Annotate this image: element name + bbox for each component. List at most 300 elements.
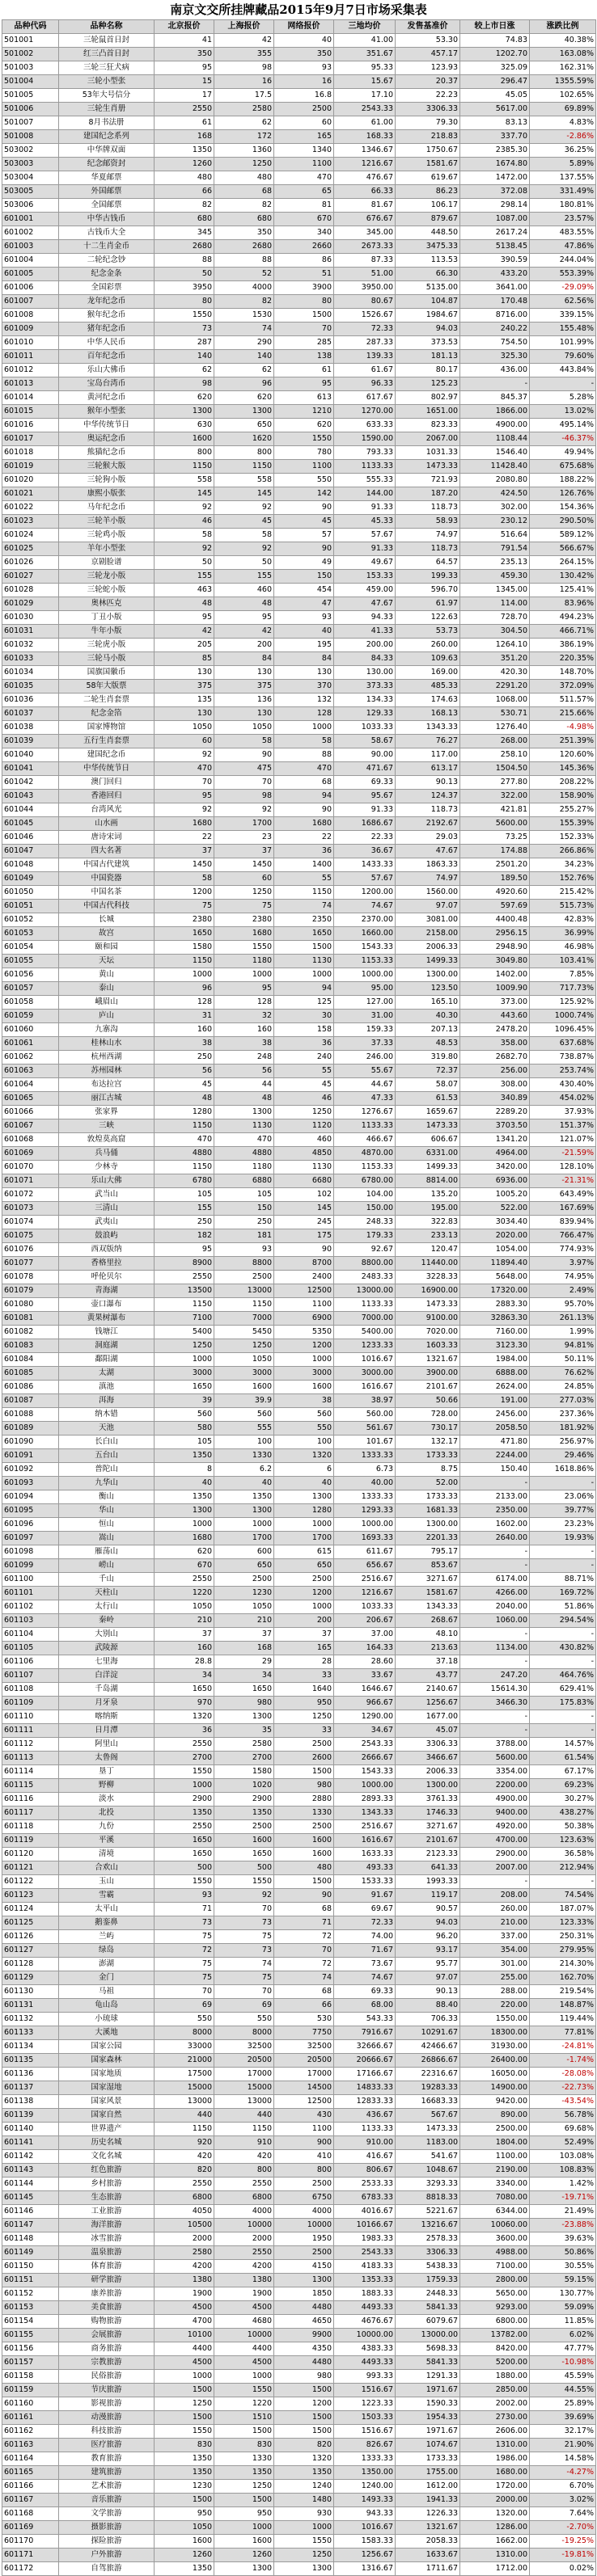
shanghai-price-cell: 40 <box>214 1477 274 1490</box>
code-cell: 601060 <box>2 1023 59 1037</box>
beijing-price-cell: 820 <box>155 2164 214 2178</box>
change-ratio-cell: 279.95% <box>530 1944 596 1958</box>
base-price-cell: 795.17 <box>396 1545 460 1559</box>
online-price-cell: 33 <box>274 1724 334 1738</box>
base-price-cell: 119.17 <box>396 1889 460 1903</box>
beijing-price-cell: 8900 <box>155 1257 214 1271</box>
average-price-cell: 373.33 <box>334 680 396 694</box>
shanghai-price-cell: 20500 <box>214 2054 274 2068</box>
table-row <box>2 1807 596 1820</box>
listing-rise-cell: 754.50 <box>460 336 530 350</box>
shanghai-price-cell: 1700 <box>214 817 274 831</box>
average-price-cell: 493.33 <box>334 1861 396 1875</box>
beijing-price-cell: 21000 <box>155 2054 214 2068</box>
average-price-cell: 92.67 <box>334 1243 396 1257</box>
base-price-cell: 1755.00 <box>396 2466 460 2480</box>
shanghai-price-cell: 32500 <box>214 2040 274 2054</box>
table-row <box>2 1284 596 1298</box>
table-row <box>2 48 596 61</box>
base-price-cell: 10291.67 <box>396 2026 460 2040</box>
table-row <box>2 2356 596 2370</box>
change-ratio-cell: 167.69% <box>530 1202 596 1216</box>
change-ratio-cell: 1.42% <box>530 2178 596 2191</box>
name-cell: 九份 <box>59 1820 155 1834</box>
code-cell: 601134 <box>2 2040 59 2054</box>
beijing-price-cell: 105 <box>155 1188 214 1202</box>
listing-rise-cell: 256.00 <box>460 1065 530 1078</box>
shanghai-price-cell: 92 <box>214 542 274 556</box>
listing-rise-cell: 354.00 <box>460 1944 530 1958</box>
table-row <box>2 2246 596 2260</box>
shanghai-price-cell: 650 <box>214 419 274 432</box>
table-row <box>2 1793 596 1807</box>
name-cell: 8月书法册 <box>59 116 155 130</box>
base-price-cell: 1300.00 <box>396 968 460 982</box>
name-cell: 影视旅游 <box>59 2397 155 2411</box>
beijing-price-cell: 15000 <box>155 2081 214 2095</box>
average-price-cell: 248.33 <box>334 1216 396 1229</box>
beijing-price-cell: 1450 <box>155 858 214 872</box>
change-ratio-cell: 152.33% <box>530 831 596 845</box>
base-price-cell: 1954.33 <box>396 2411 460 2425</box>
listing-rise-cell: 443.60 <box>460 1010 530 1023</box>
shanghai-price-cell: 4400 <box>214 2342 274 2356</box>
online-price-cell: 55 <box>274 872 334 886</box>
base-price-cell: 118.73 <box>396 501 460 515</box>
base-price-cell: 1971.67 <box>396 2384 460 2397</box>
column-header: 品种代码 <box>2 20 59 34</box>
beijing-price-cell: 66 <box>155 185 214 199</box>
name-cell: 58年大版票 <box>59 680 155 694</box>
change-ratio-cell: 253.74% <box>530 1065 596 1078</box>
listing-rise-cell: 17320.00 <box>460 1284 530 1298</box>
base-price-cell: 40.30 <box>396 1010 460 1023</box>
online-price-cell: 1330 <box>274 1807 334 1820</box>
shanghai-price-cell: 1330 <box>214 1449 274 1463</box>
listing-rise-cell: 302.00 <box>460 501 530 515</box>
listing-rise-cell: 240.22 <box>460 323 530 336</box>
shanghai-price-cell: 355 <box>214 48 274 61</box>
code-cell: 601045 <box>2 817 59 831</box>
code-cell: 601094 <box>2 1490 59 1504</box>
listing-rise-cell: 6344.00 <box>460 2205 530 2219</box>
change-ratio-cell: -19.71% <box>530 2191 596 2205</box>
shanghai-price-cell: 1180 <box>214 1161 274 1174</box>
online-price-cell: 980 <box>274 1779 334 1793</box>
code-cell: 601109 <box>2 1697 59 1710</box>
average-price-cell: 2483.33 <box>334 1271 396 1284</box>
beijing-price-cell: 1150 <box>155 460 214 474</box>
code-cell: 601132 <box>2 2013 59 2026</box>
average-price-cell: 246.00 <box>334 1051 396 1065</box>
table-row <box>2 323 596 336</box>
change-ratio-cell: 148.87% <box>530 1999 596 2013</box>
online-price-cell: 142 <box>274 487 334 501</box>
beijing-price-cell: 160 <box>155 1023 214 1037</box>
base-price-cell: 61.53 <box>396 1092 460 1106</box>
average-price-cell: 1133.33 <box>334 1119 396 1133</box>
code-cell: 601017 <box>2 432 59 446</box>
average-price-cell: 476.67 <box>334 171 396 185</box>
beijing-price-cell: 1300 <box>155 405 214 419</box>
table-row <box>2 1023 596 1037</box>
beijing-price-cell: 1650 <box>155 1683 214 1697</box>
table-row <box>2 364 596 377</box>
shanghai-price-cell: 6.2 <box>214 1463 274 1477</box>
listing-rise-cell: 288.00 <box>460 1985 530 1999</box>
change-ratio-cell: 121.07% <box>530 1133 596 1147</box>
average-price-cell: 90.00 <box>334 748 396 762</box>
online-price-cell: 930 <box>274 2507 334 2521</box>
table-row <box>2 927 596 941</box>
name-cell: 五台山 <box>59 1449 155 1463</box>
table-row <box>2 460 596 474</box>
code-cell: 601083 <box>2 1339 59 1353</box>
shanghai-price-cell: 168 <box>214 1642 274 1655</box>
average-price-cell: 91.67 <box>334 1889 396 1903</box>
table-row <box>2 845 596 858</box>
average-price-cell: 74.67 <box>334 900 396 913</box>
table-row <box>2 2219 596 2232</box>
online-price-cell: 81 <box>274 199 334 213</box>
listing-rise-cell: 3420.00 <box>460 1161 530 1174</box>
code-cell: 601111 <box>2 1724 59 1738</box>
listing-rise-cell: 2501.20 <box>460 858 530 872</box>
average-price-cell: 134.33 <box>334 694 396 707</box>
beijing-price-cell: 1200 <box>155 886 214 900</box>
listing-rise-cell: 1402.00 <box>460 968 530 982</box>
listing-rise-cell: 5200.00 <box>460 2356 530 2370</box>
listing-rise-cell: 4988.00 <box>460 2246 530 2260</box>
online-price-cell: 1500 <box>274 1875 334 1889</box>
code-cell: 601015 <box>2 405 59 419</box>
average-price-cell: 351.67 <box>334 48 396 61</box>
beijing-price-cell: 50 <box>155 556 214 570</box>
online-price-cell: 7750 <box>274 2026 334 2040</box>
base-price-cell: 3900.00 <box>396 1367 460 1381</box>
name-cell: 53年大号信分 <box>59 89 155 103</box>
shanghai-price-cell: 1300 <box>214 1710 274 1724</box>
base-price-cell: 11440.00 <box>396 1257 460 1271</box>
base-price-cell: 72.37 <box>396 1065 460 1078</box>
listing-rise-cell: - <box>460 1724 530 1738</box>
listing-rise-cell: 2730.00 <box>460 2411 530 2425</box>
code-cell: 601058 <box>2 996 59 1010</box>
change-ratio-cell: 155.48% <box>530 323 596 336</box>
online-price-cell: 158 <box>274 1023 334 1037</box>
name-cell: 商务旅游 <box>59 2342 155 2356</box>
listing-rise-cell: 3354.00 <box>460 1765 530 1779</box>
base-price-cell: 1256.67 <box>396 1697 460 1710</box>
name-cell: 猴年纪念币 <box>59 309 155 323</box>
table-row <box>2 2164 596 2178</box>
shanghai-price-cell: 2580 <box>214 1738 274 1752</box>
shanghai-price-cell: 200 <box>214 639 274 652</box>
average-price-cell: 95.67 <box>334 790 396 803</box>
change-ratio-cell: 123.33% <box>530 1916 596 1930</box>
base-price-cell: 1941.33 <box>396 2494 460 2507</box>
table-row <box>2 515 596 529</box>
online-price-cell: 200 <box>274 1614 334 1628</box>
shanghai-price-cell: 130 <box>214 707 274 721</box>
table-row <box>2 735 596 748</box>
table-row <box>2 1642 596 1655</box>
code-cell: 601050 <box>2 886 59 900</box>
online-price-cell: 1320 <box>274 2452 334 2466</box>
online-price-cell: 1340 <box>274 144 334 158</box>
name-cell: 壶口瀑布 <box>59 1298 155 1312</box>
table-row <box>2 1326 596 1339</box>
listing-rise-cell: 13782.00 <box>460 2329 530 2342</box>
column-header: 品种名称 <box>59 20 155 34</box>
listing-rise-cell: 26400.00 <box>460 2054 530 2068</box>
listing-rise-cell: 2080.80 <box>460 474 530 487</box>
shanghai-price-cell: 128 <box>214 996 274 1010</box>
name-cell: 纪念邮资封 <box>59 158 155 171</box>
listing-rise-cell: 1310.00 <box>460 2549 530 2562</box>
listing-rise-cell: 522.00 <box>460 1202 530 1216</box>
online-price-cell: 470 <box>274 171 334 185</box>
table-row <box>2 185 596 199</box>
shanghai-price-cell: 1250 <box>214 2480 274 2494</box>
shanghai-price-cell: 95 <box>214 611 274 625</box>
name-cell: 文化名城 <box>59 2150 155 2164</box>
beijing-price-cell: 2680 <box>155 240 214 254</box>
online-price-cell: 12500 <box>274 2095 334 2109</box>
name-cell: 三轮羊小版 <box>59 515 155 529</box>
online-price-cell: 1100 <box>274 1298 334 1312</box>
table-row <box>2 1202 596 1216</box>
online-price-cell: 2500 <box>274 1573 334 1587</box>
average-price-cell: 2893.33 <box>334 1793 396 1807</box>
shanghai-price-cell: 4680 <box>214 2315 274 2329</box>
online-price-cell: 3900 <box>274 281 334 295</box>
change-ratio-cell: - <box>530 377 596 391</box>
name-cell: 崂山 <box>59 1559 155 1573</box>
online-price-cell: 1480 <box>274 2494 334 2507</box>
code-cell: 601056 <box>2 968 59 982</box>
beijing-price-cell: 48 <box>155 597 214 611</box>
name-cell: 武陵源 <box>59 1642 155 1655</box>
listing-rise-cell: 5650.00 <box>460 2287 530 2301</box>
beijing-price-cell: 71 <box>155 1903 214 1916</box>
code-cell: 601077 <box>2 1257 59 1271</box>
change-ratio-cell: 766.47% <box>530 1229 596 1243</box>
code-cell: 601070 <box>2 1161 59 1174</box>
name-cell: 垦丁 <box>59 1765 155 1779</box>
beijing-price-cell: 28.8 <box>155 1655 214 1669</box>
change-ratio-cell: 181.92% <box>530 1422 596 1436</box>
change-ratio-cell: 50.38% <box>530 1820 596 1834</box>
base-price-cell: 3081.00 <box>396 913 460 927</box>
change-ratio-cell: 430.40% <box>530 1078 596 1092</box>
average-price-cell: 1293.33 <box>334 1504 396 1518</box>
change-ratio-cell: -19.25% <box>530 2535 596 2549</box>
table-row <box>2 1655 596 1669</box>
code-cell: 601138 <box>2 2095 59 2109</box>
beijing-price-cell: 95 <box>155 790 214 803</box>
listing-rise-cell: 433.20 <box>460 268 530 281</box>
shanghai-price-cell: 96 <box>214 377 274 391</box>
listing-rise-cell: - <box>460 1477 530 1490</box>
change-ratio-cell: 32.17% <box>530 2425 596 2439</box>
beijing-price-cell: 2550 <box>155 2178 214 2191</box>
code-cell: 501001 <box>2 34 59 48</box>
name-cell: 香港回归 <box>59 790 155 803</box>
table-row <box>2 1779 596 1793</box>
change-ratio-cell: 45.59% <box>530 2370 596 2384</box>
beijing-price-cell: 42 <box>155 625 214 639</box>
shanghai-price-cell: 136 <box>214 694 274 707</box>
base-price-cell: 728.00 <box>396 1408 460 1422</box>
name-cell: 澎湖 <box>59 1958 155 1971</box>
average-price-cell: 91.33 <box>334 542 396 556</box>
base-price-cell: 13000.00 <box>396 2329 460 2342</box>
change-ratio-cell: 30.55% <box>530 2260 596 2274</box>
table-row <box>2 1381 596 1394</box>
beijing-price-cell: 205 <box>155 639 214 652</box>
name-cell: 台湾风光 <box>59 803 155 817</box>
change-ratio-cell: 6.70% <box>530 2480 596 2494</box>
beijing-price-cell: 1150 <box>155 2123 214 2136</box>
shanghai-price-cell: 60 <box>214 872 274 886</box>
listing-rise-cell: 4700.00 <box>460 1834 530 1848</box>
name-cell: 三轮狗小版 <box>59 474 155 487</box>
change-ratio-cell: 839.94% <box>530 1216 596 1229</box>
name-cell: 呼伦贝尔 <box>59 1271 155 1284</box>
name-cell: 中国古代建筑 <box>59 858 155 872</box>
name-cell: 国家森林 <box>59 2054 155 2068</box>
change-ratio-cell: 14.58% <box>530 2452 596 2466</box>
beijing-price-cell: 375 <box>155 680 214 694</box>
shanghai-price-cell: 290 <box>214 336 274 350</box>
code-cell: 601105 <box>2 1642 59 1655</box>
listing-rise-cell: 2500.00 <box>460 2123 530 2136</box>
change-ratio-cell: - <box>530 1545 596 1559</box>
listing-rise-cell: 1100.00 <box>460 2150 530 2164</box>
table-row <box>2 1600 596 1614</box>
table-row <box>2 996 596 1010</box>
beijing-price-cell: 3950 <box>155 281 214 295</box>
listing-rise-cell: 73.25 <box>460 831 530 845</box>
online-price-cell: 6750 <box>274 2191 334 2205</box>
shanghai-price-cell: 5450 <box>214 1326 274 1339</box>
shanghai-price-cell: 34 <box>214 1669 274 1683</box>
beijing-price-cell: 130 <box>155 666 214 680</box>
online-price-cell: 45 <box>274 515 334 529</box>
shanghai-price-cell: 1050 <box>214 1600 274 1614</box>
table-row <box>2 1944 596 1958</box>
online-price-cell: 138 <box>274 350 334 364</box>
name-cell: 摄影旅游 <box>59 2521 155 2535</box>
base-price-cell: 20.37 <box>396 75 460 89</box>
change-ratio-cell: 629.41% <box>530 1683 596 1697</box>
table-row <box>2 2439 596 2452</box>
beijing-price-cell: 1150 <box>155 1119 214 1133</box>
table-row <box>2 2040 596 2054</box>
base-price-cell: 2101.67 <box>396 1834 460 1848</box>
base-price-cell: 8.75 <box>396 1463 460 1477</box>
base-price-cell: 619.67 <box>396 171 460 185</box>
change-ratio-cell: -10.98% <box>530 2356 596 2370</box>
shanghai-price-cell: 1680 <box>214 927 274 941</box>
shanghai-price-cell: 1250 <box>214 886 274 900</box>
code-cell: 601007 <box>2 295 59 309</box>
average-price-cell: 74.00 <box>334 1930 396 1944</box>
listing-rise-cell: 3600.00 <box>460 2232 530 2246</box>
change-ratio-cell: 51.86% <box>530 1600 596 1614</box>
table-row <box>2 487 596 501</box>
table-row <box>2 1738 596 1752</box>
table-row <box>2 1504 596 1518</box>
page-title: 南京文交所挂牌藏品2015年9月7日市场采集表 <box>170 2 427 17</box>
base-price-cell: 1733.33 <box>396 1449 460 1463</box>
change-ratio-cell: 774.93% <box>530 1243 596 1257</box>
average-price-cell: 466.67 <box>334 1133 396 1147</box>
shanghai-price-cell: 475 <box>214 762 274 776</box>
shanghai-price-cell: 29 <box>214 1655 274 1669</box>
base-price-cell: 218.83 <box>396 130 460 144</box>
code-cell: 601167 <box>2 2494 59 2507</box>
listing-rise-cell: 8716.00 <box>460 309 530 323</box>
change-ratio-cell: 251.39% <box>530 735 596 748</box>
change-ratio-cell: 1355.59% <box>530 75 596 89</box>
table-row <box>2 1394 596 1408</box>
listing-rise-cell: 2800.00 <box>460 2274 530 2287</box>
online-price-cell: 1850 <box>274 2287 334 2301</box>
average-price-cell: 1516.67 <box>334 2425 396 2439</box>
online-price-cell: 128 <box>274 707 334 721</box>
shanghai-price-cell: 17.5 <box>214 89 274 103</box>
table-row <box>2 1518 596 1532</box>
average-price-cell: 561.67 <box>334 1422 396 1436</box>
change-ratio-cell: 675.68% <box>530 460 596 474</box>
beijing-price-cell: 800 <box>155 446 214 460</box>
code-cell: 501003 <box>2 61 59 75</box>
average-price-cell: 72.33 <box>334 323 396 336</box>
base-price-cell: 117.00 <box>396 748 460 762</box>
beijing-price-cell: 1000 <box>155 1353 214 1367</box>
online-price-cell: 150 <box>274 570 334 584</box>
online-price-cell: 1320 <box>274 1449 334 1463</box>
beijing-price-cell: 6780 <box>155 1174 214 1188</box>
beijing-price-cell: 250 <box>155 1216 214 1229</box>
name-cell: 美食旅游 <box>59 2301 155 2315</box>
beijing-price-cell: 105 <box>155 1436 214 1449</box>
base-price-cell: 2058.33 <box>396 2535 460 2549</box>
name-cell: 太平山 <box>59 1903 155 1916</box>
change-ratio-cell: 7.85% <box>530 968 596 982</box>
average-price-cell: 611.67 <box>334 1545 396 1559</box>
shanghai-price-cell: 620 <box>214 391 274 405</box>
code-cell: 601073 <box>2 1202 59 1216</box>
average-price-cell: 1633.33 <box>334 1848 396 1861</box>
beijing-price-cell: 630 <box>155 419 214 432</box>
change-ratio-cell: -28.08% <box>530 2068 596 2081</box>
name-cell: 三轮蛇小版 <box>59 584 155 597</box>
change-ratio-cell: 277.03% <box>530 1394 596 1408</box>
shanghai-price-cell: 1000 <box>214 1518 274 1532</box>
code-cell: 601006 <box>2 281 59 295</box>
online-price-cell: 550 <box>274 474 334 487</box>
name-cell: 音乐旅游 <box>59 2494 155 2507</box>
shanghai-price-cell: 73 <box>214 1916 274 1930</box>
change-ratio-cell: 1096.45% <box>530 1023 596 1037</box>
change-ratio-cell: 215.42% <box>530 886 596 900</box>
change-ratio-cell: 155.39% <box>530 817 596 831</box>
shanghai-price-cell: 68 <box>214 185 274 199</box>
shanghai-price-cell: 4000 <box>214 281 274 295</box>
